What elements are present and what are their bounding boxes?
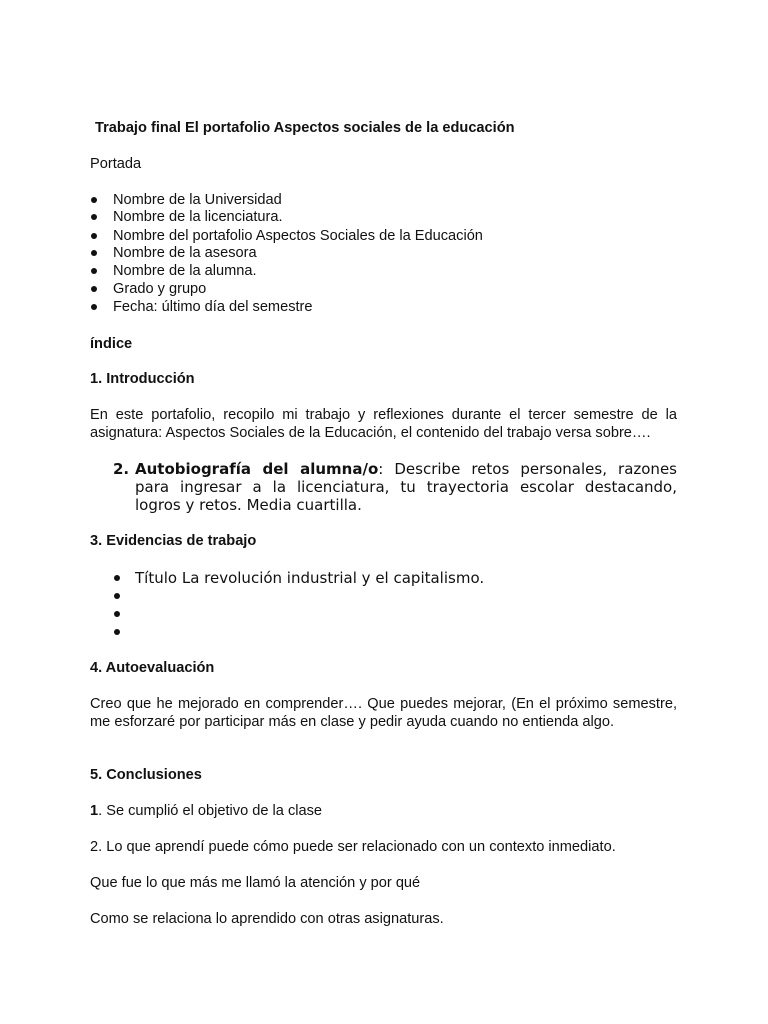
bullet-icon <box>114 611 120 617</box>
bullet-icon <box>91 268 97 274</box>
autobiografia-number: 2. <box>113 460 130 478</box>
list-item: Nombre de la Universidad <box>113 192 282 208</box>
list-item: Fecha: último día del semestre <box>113 299 313 315</box>
bullet-icon <box>91 214 97 220</box>
bullet-icon <box>114 575 120 581</box>
introduccion-paragraph: En este portafolio, recopilo mi trabajo y reflexiones durante el tercer semestre de la asignatura: Aspectos Sociales de la Educación, el contenido del trabajo versa sobre…. <box>90 407 677 441</box>
autobiografia-label: Autobiografía del alumna/o <box>135 460 379 478</box>
list-item: Título La revolución industrial y el capitalismo. <box>135 569 485 587</box>
conclusion-line-4: Como se relaciona lo aprendido con otras asignaturas. <box>90 911 444 927</box>
portada-heading: Portada <box>90 156 142 172</box>
list-item: Nombre del portafolio Aspectos Sociales de la Educación <box>113 228 483 244</box>
bullet-icon <box>91 233 97 239</box>
autoevaluacion-heading: 4. Autoevaluación <box>90 660 215 676</box>
autobiografia-paragraph <box>135 460 677 514</box>
autoevaluacion-paragraph: Creo que he mejorado en comprender…. Que puedes mejorar, (En el próximo semestre, me esforzaré por participar más en clase y pedir ayuda cuando no entienda algo. <box>90 696 677 730</box>
indice-heading: índice <box>90 336 133 352</box>
document-title: Trabajo final El portafolio Aspectos sociales de la educación <box>95 120 515 136</box>
bullet-icon <box>91 250 97 256</box>
evidencias-heading: 3. Evidencias de trabajo <box>90 533 257 549</box>
list-item: Nombre de la licenciatura. <box>113 209 283 225</box>
bullet-icon <box>91 304 97 310</box>
conclusion-text: . Se cumplió el objetivo de la clase <box>98 803 323 819</box>
list-item: Nombre de la alumna. <box>113 263 257 279</box>
conclusion-line-1 <box>90 802 322 820</box>
conclusiones-heading: 5. Conclusiones <box>90 767 202 783</box>
autobiografia-text: : Describe retos personales, razones para ingresar a la licenciatura, tu trayectoria escolar destacando, logros y retos. Media cuartilla. <box>135 460 677 514</box>
bullet-icon <box>114 629 120 635</box>
list-item: Nombre de la asesora <box>113 245 257 261</box>
bullet-icon <box>114 593 120 599</box>
bullet-icon <box>91 286 97 292</box>
list-item: Grado y grupo <box>113 281 207 297</box>
introduccion-heading: 1. Introducción <box>90 371 195 387</box>
bullet-icon <box>91 197 97 203</box>
conclusion-line-3: Que fue lo que más me llamó la atención y por qué <box>90 875 421 891</box>
conclusion-number: 1 <box>90 803 99 819</box>
conclusion-line-2: 2. Lo que aprendí puede cómo puede ser relacionado con un contexto inmediato. <box>90 839 616 855</box>
